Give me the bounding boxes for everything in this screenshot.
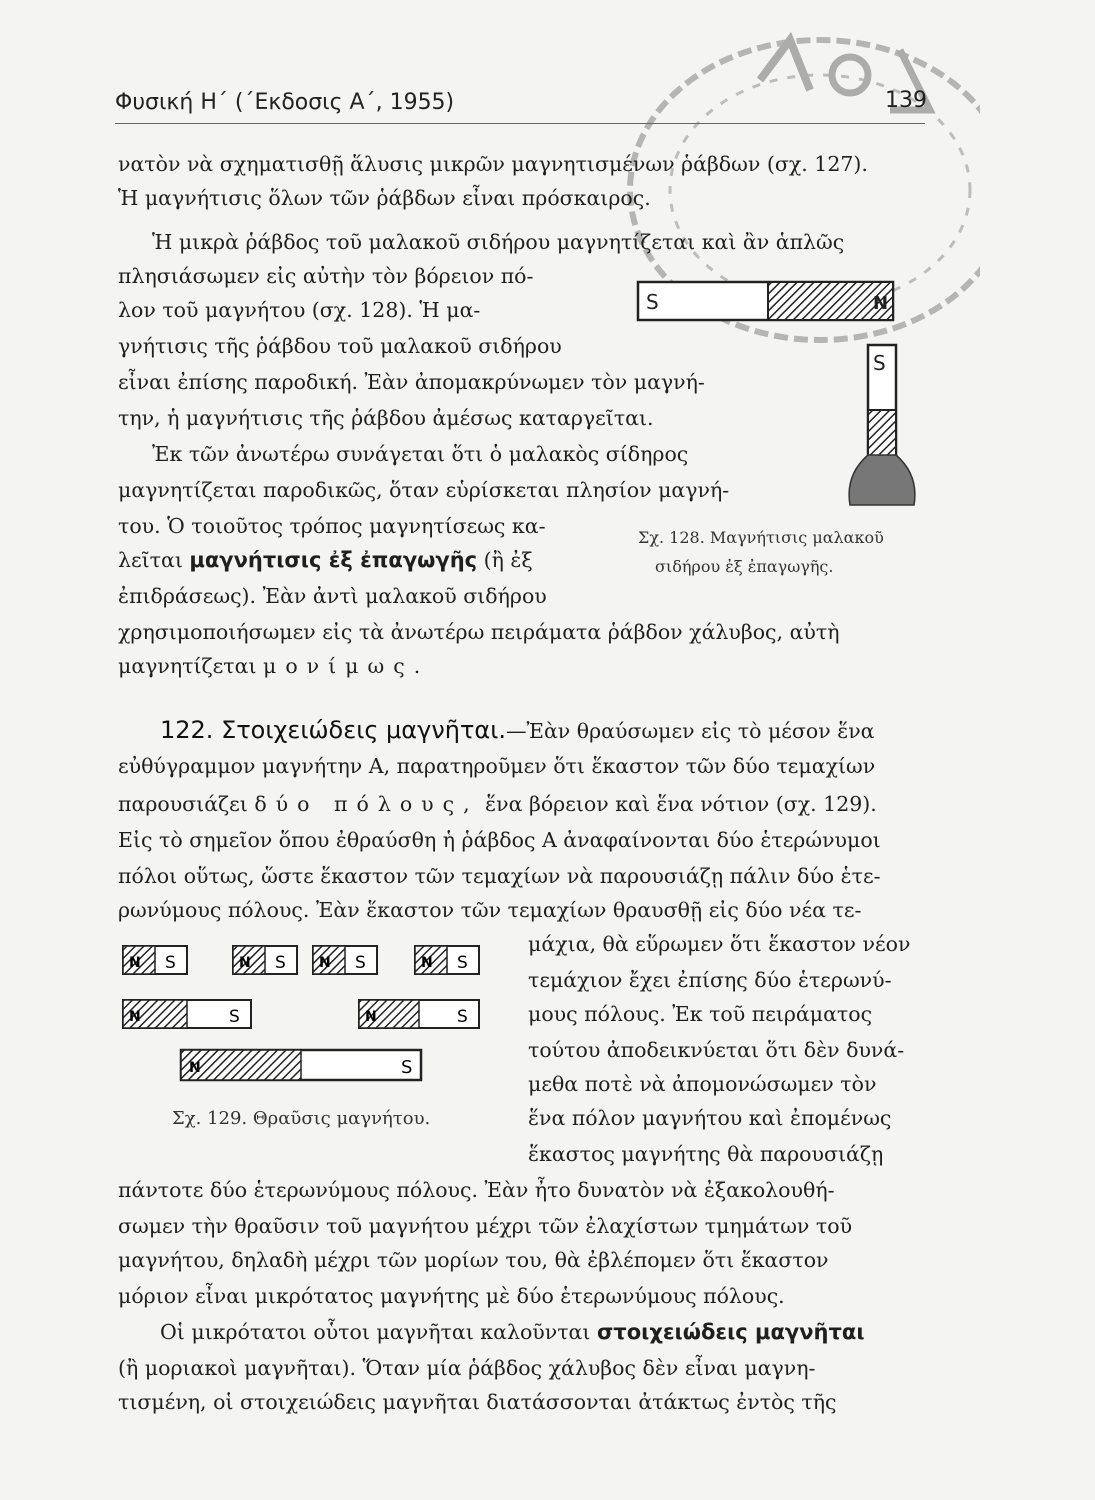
text-run: μαγνητίζεται (118, 654, 264, 678)
magnet-n-label: N (873, 293, 889, 314)
text-line: ἐπιδράσεως). Ἐὰν ἀντὶ μαλακοῦ σιδήρου (118, 584, 547, 608)
text-run: —Ἐὰν θραύσωμεν εἰς τὸ μέσον ἕνα (505, 719, 875, 743)
text-line: εἶναι ἐπίσης παροδική. Ἐὰν ἀπομακρύνωμεν τὸν μαγνή- (118, 370, 705, 394)
magnet-piece-small (415, 946, 479, 974)
text-line: εὐθύγραμμον μαγνήτην Α, παρατηροῦμεν ὅτι ἕκαστον τῶν δύο τεμαχίων (118, 754, 876, 778)
text-run: λεῖται (118, 548, 190, 572)
text-spaced: δύο πόλους, (254, 792, 479, 816)
text-line: Ἐκ τῶν ἀνωτέρω συνάγεται ὅτι ὁ μαλακὸς σίδηρος (152, 442, 689, 466)
text-line: ἕνα πόλον μαγνήτου καὶ ἐπομένως (528, 1106, 892, 1130)
text-run: ἕνα βόρειον καὶ ἕνα νότιον (σχ. 129). (478, 792, 877, 816)
text-line: τεμάχιον ἔχει ἐπίσης δύο ἑτερωνύ- (528, 968, 892, 992)
n-label: N (239, 955, 251, 971)
n-label: N (129, 1009, 141, 1025)
header-rule (115, 123, 925, 124)
s-label: S (275, 953, 286, 973)
magnet-piece-medium (359, 1000, 479, 1028)
text-line: πόλοι οὕτως, ὥστε ἕκαστον τῶν τεμαχίων νὰ παρουσιάζῃ πάλιν δύο ἑτε- (118, 864, 881, 888)
text-line: νατὸν νὰ σχηματισθῇ ἅλυσις μικρῶν μαγνητισμένων ῥάβδων (σχ. 127). (118, 152, 868, 176)
s-label: S (355, 953, 366, 973)
running-title: Φυσική Η΄ (΄Εκδοσις Α΄, 1955) (115, 90, 455, 115)
text-line: μεθα ποτὲ νὰ ἀπομονώσωμεν τὸν (528, 1072, 877, 1096)
term-bold: στοιχειώδεις μαγνῆται (596, 1320, 865, 1344)
text-run: (ἢ ἐξ (477, 548, 533, 572)
n-label: N (319, 955, 331, 971)
figure-128-caption: σιδήρου ἐξ ἐπαγωγῆς. (655, 557, 834, 576)
text-line: τούτου ἀποδεικνύεται ὅτι δὲν δυνά- (528, 1038, 905, 1062)
text-run: Οἱ μικρότατοι οὗτοι μαγνῆται καλοῦνται (160, 1320, 597, 1344)
text-line: ἕκαστος μαγνήτης θὰ παρουσιάζῃ (528, 1142, 884, 1166)
text-line: πλησιάσωμεν εἰς αὐτὴν τὸν βόρειον πό- (118, 264, 534, 288)
magnet-piece-small (123, 946, 187, 974)
figure-128-caption: Σχ. 128. Μαγνήτισις μαλακοῦ (638, 528, 884, 547)
page-number: 139 (885, 88, 927, 113)
magnet-piece-medium (123, 1000, 251, 1028)
section-title: 122. Στοιχειώδεις μαγνῆται. (160, 716, 506, 744)
text-line (118, 546, 533, 574)
text-line (118, 790, 877, 818)
text-spaced: μονίμως. (263, 654, 430, 678)
text-line (118, 652, 429, 680)
magnet-whole (181, 1050, 421, 1080)
text-line: την, ἡ μαγνήτισις τῆς ῥάβδου ἀμέσως καταργεῖται. (118, 406, 654, 430)
text-line: Ἡ μικρὰ ῥάβδος τοῦ μαλακοῦ σιδήρου μαγνητίζεται καὶ ἂν ἁπλῶς (152, 230, 845, 254)
text-line (160, 716, 875, 745)
s-label: S (457, 953, 468, 973)
rod-s-label: S (873, 351, 886, 375)
s-label: S (457, 1007, 468, 1027)
text-line: μάχια, θὰ εὕρωμεν ὅτι ἕκαστον νέον (528, 932, 911, 956)
text-line: μαγνήτου, δηλαδὴ μέχρι τῶν μορίων του, θὰ ἐβλέπομεν ὅτι ἕκαστον (118, 1248, 829, 1272)
text-line: ρωνύμους πόλους. Ἐὰν ἕκαστον τῶν τεμαχίων θραυσθῇ εἰς δύο νέα τε- (118, 898, 862, 922)
text-line: του. Ὁ τοιοῦτος τρόπος μαγνητίσεως κα- (118, 514, 546, 538)
text-line: λον τοῦ μαγνήτου (σχ. 128). Ἡ μα- (118, 298, 481, 322)
n-label: N (129, 955, 141, 971)
s-label: S (229, 1007, 240, 1027)
magnet-piece-small (233, 946, 297, 974)
text-line: χρησιμοποιήσωμεν εἰς τὰ ἀνωτέρω πειράματα ῥάβδον χάλυβος, αὐτὴ (118, 620, 840, 644)
n-label: N (365, 1009, 377, 1025)
text-line: πάντοτε δύο ἑτερωνύμους πόλους. Ἐὰν ἦτο δυνατὸν νὰ ἐξακολουθή- (118, 1178, 835, 1202)
figure-129 (115, 940, 495, 1090)
magnet-piece-small (313, 946, 377, 974)
figure-128 (630, 270, 930, 520)
text-line: μαγνητίζεται παροδικῶς, ὅταν εὑρίσκεται πλησίον μαγνή- (118, 478, 730, 502)
text-line: Ἡ μαγνήτισις ὅλων τῶν ῥάβδων εἶναι πρόσκαιρος. (118, 186, 651, 210)
s-label: S (401, 1057, 413, 1078)
text-line: γνήτισις τῆς ῥάβδου τοῦ μαλακοῦ σιδήρου (118, 334, 562, 358)
magnet-s-label: S (646, 290, 659, 314)
n-label: N (189, 1060, 201, 1076)
text-line: μους πόλους. Ἐκ τοῦ πειράματος (528, 1002, 873, 1026)
text-line: σωμεν τὴν θραῦσιν τοῦ μαγνήτου μέχρι τῶν ἐλαχίστων τμημάτων τοῦ (118, 1214, 853, 1238)
text-line: μόριον εἶναι μικρότατος μαγνήτης μὲ δύο ἑτερωνύμους πόλους. (118, 1284, 785, 1308)
text-line: (ἢ μοριακοὶ μαγνῆται). Ὅταν μία ῥάβδος χάλυβος δὲν εἶναι μαγνη- (118, 1356, 816, 1380)
text-run: παρουσιάζει (118, 792, 255, 816)
iron-filings (849, 455, 915, 505)
text-line: τισμένη, οἱ στοιχειώδεις μαγνῆται διατάσσονται ἀτάκτως ἐντὸς τῆς (118, 1390, 837, 1414)
figure-129-caption: Σχ. 129. Θραῦσις μαγνήτου. (172, 1108, 431, 1129)
text-line (160, 1318, 865, 1346)
s-label: S (165, 953, 176, 973)
term-bold: μαγνήτισις ἐξ ἐπαγωγῆς (189, 548, 478, 572)
text-line: Εἰς τὸ σημεῖον ὅπου ἐθραύσθη ἡ ῥάβδος Α ἀναφαίνονται δύο ἑτερώνυμοι (118, 828, 881, 852)
n-label: N (421, 955, 433, 971)
